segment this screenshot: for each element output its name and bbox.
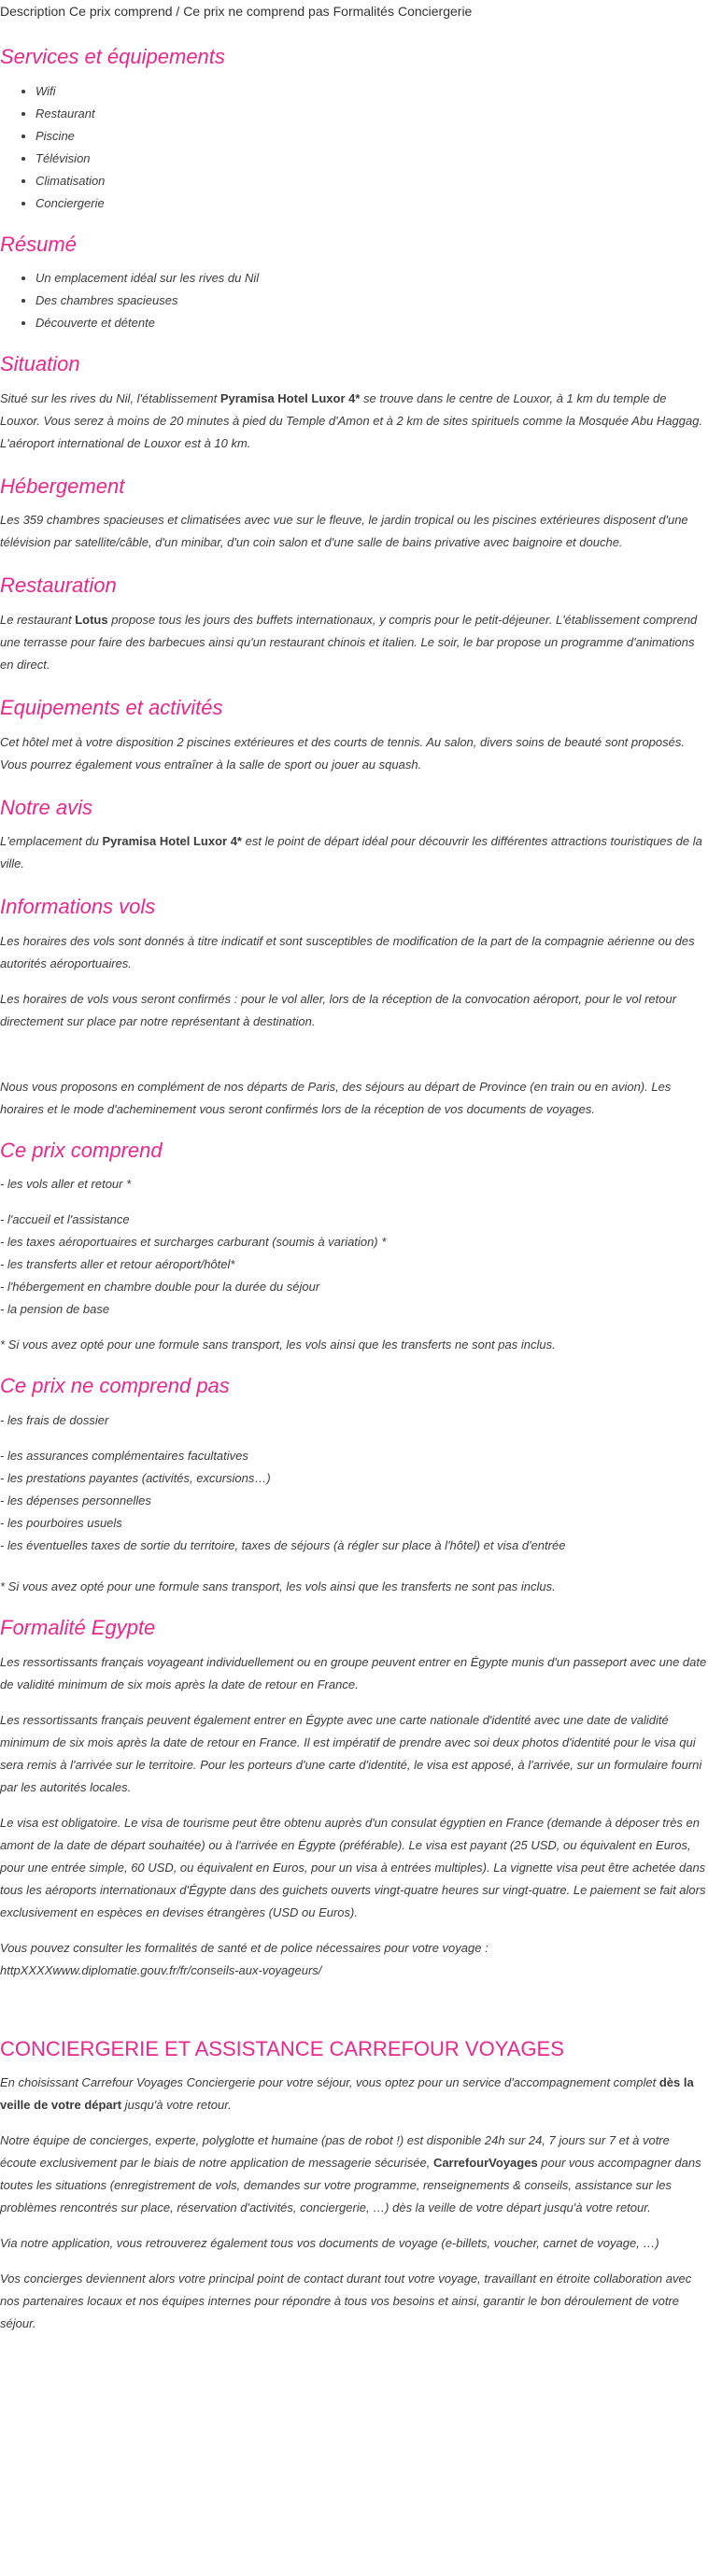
section-title-resume: Résumé	[0, 232, 77, 256]
avis-text: L'emplacement du Pyramisa Hotel Luxor 4* est le point de départ idéal pour découvrir les différentes attractions touristiques de la ville.	[0, 834, 702, 871]
nav-item-formalites[interactable]: Formalités	[333, 4, 394, 19]
conciergerie-p4: Vos concierges deviennent alors votre principal point de contact durant tout votre voyage, travaillant en étroite collaboration avec nos partenaires locaux et nos équipes internes pour répondre à tous vos besoins et ainsi, garantir le bon déroulement de votre séjour.	[0, 2272, 692, 2331]
section-title-hebergement: Hébergement	[0, 474, 125, 498]
nav-item-prix[interactable]: Ce prix comprend / Ce prix ne comprend pas	[69, 4, 330, 19]
vols-p3: Nous vous proposons en complément de nos départs de Paris, des séjours au départ de Province (en train ou en avion). Les horaires et le mode d'acheminement vous seront confirmés lors de la réception de vos documents de voyages.	[0, 1079, 672, 1116]
services-list	[0, 80, 708, 215]
comprend-note: * Si vous avez opté pour une formule sans transport, les vols ainsi que les transferts ne sont pas inclus.	[0, 1338, 556, 1352]
resume-list	[0, 267, 708, 334]
list-item: - l'hébergement en chambre double pour la durée du séjour	[0, 1280, 320, 1295]
section-title-situation: Situation	[0, 352, 80, 376]
hebergement-text: Les 359 chambres spacieuses et climatisées avec vue sur le fleuve, le jardin tropical ou les piscines extérieures disposent d'une télévision par satellite/câble, d'un minibar, d'un coin salon et d'une salle de bains privative avec baignoire et douche.	[0, 513, 688, 550]
restaurant-name: Lotus	[75, 612, 108, 627]
section-title-vols: Informations vols	[0, 895, 156, 919]
section-title-services: Services et équipements	[0, 45, 225, 68]
ne-comprend-note: * Si vous avez opté pour une formule sans transport, les vols ainsi que les transferts ne sont pas inclus.	[0, 1578, 556, 1593]
diplomatie-link[interactable]: httpXXXXwww.diplomatie.gouv.fr/fr/conseils-aux-voyageurs/	[0, 1962, 322, 1977]
list-item: - les assurances complémentaires facultatives	[0, 1448, 248, 1463]
hotel-name: Pyramisa Hotel Luxor 4*	[102, 834, 242, 849]
list-item: - les dépenses personnelles	[0, 1493, 151, 1507]
ne-comprend-list	[0, 1445, 708, 1557]
section-title-ne-comprend: Ce prix ne comprend pas	[0, 1374, 230, 1398]
list-item: • Piscine	[35, 125, 708, 148]
comprend-list	[0, 1209, 708, 1321]
top-nav	[0, 0, 708, 21]
list-item: - la pension de base	[0, 1302, 110, 1317]
conciergerie-p3: Via notre application, vous retrouverez également tous vos documents de voyage (e-billets, voucher, carnet de voyage, …)	[0, 2236, 659, 2251]
section-title-conciergerie: CONCIERGERIE ET ASSISTANCE CARREFOUR VOYAGES	[0, 2036, 564, 2060]
vols-p2: Les horaires de vols vous seront confirmés : pour le vol aller, lors de la réception de la convocation aéroport, pour le vol retour directement sur place par notre représentant à destination.	[0, 991, 677, 1028]
section-title-avis: Notre avis	[0, 795, 93, 819]
list-item: • Conciergerie	[35, 192, 708, 215]
nav-item-description[interactable]: Description	[0, 4, 66, 19]
ne-comprend-first: - les frais de dossier	[0, 1412, 109, 1427]
list-item: - les taxes aéroportuaires et surcharges carburant (soumis à variation) *	[0, 1235, 387, 1250]
list-item: - les pourboires usuels	[0, 1515, 122, 1530]
list-item: - les prestations payantes (activités, excursions…)	[0, 1470, 271, 1485]
hotel-name: Pyramisa Hotel Luxor 4*	[219, 390, 361, 405]
list-item: • Un emplacement idéal sur les rives du Nil	[35, 267, 708, 290]
list-item: • Télévision	[35, 148, 708, 170]
formalite-p1: Les ressortissants français voyageant individuellement ou en groupe peuvent entrer en Égypte munis d'un passeport avec une date de validité minimum de six mois après la date de retour en France.	[0, 1654, 707, 1691]
section-title-comprend: Ce prix comprend	[0, 1138, 163, 1162]
list-item: - les éventuelles taxes de sortie du territoire, taxes de séjours (à régler sur place à l'hôtel) et visa d'entrée	[0, 1537, 566, 1552]
restauration-text: Le restaurant Lotus propose tous les jours des buffets internationaux, y compris pour le petit-déjeuner. L'établissement comprend une terrasse pour faire des barbecues ainsi qu'un restaurant chinois et italien. Le soir, le bar propose un programme d'animations en direct.	[0, 612, 698, 672]
list-item: • Découverte et détente	[35, 312, 708, 334]
situation-text: Situé sur les rives du Nil, l'établissement Pyramisa Hotel Luxor 4* se trouve dans le centre de Louxor, à 1 km du temple de Louxor. Vous serez à moins de 20 minutes à pied du Temple d'Amon et à 2 km de sites spirituels comme la Mosquée Abu Haggag. L'aéroport international de Louxor est à 10 km.	[0, 390, 703, 450]
section-title-formalite: Formalité Egypte	[0, 1615, 156, 1639]
vols-p1: Les horaires des vols sont donnés à titre indicatif et sont susceptibles de modification de la part de la compagnie aérienne ou des autorités aéroportuaires.	[0, 933, 695, 970]
equipements-text: Cet hôtel met à votre disposition 2 piscines extérieures et des courts de tennis. Au salon, divers soins de beauté sont proposés. Vous pourrez également vous entraîner à la salle de sport ou jouer au squash.	[0, 734, 685, 771]
conciergerie-p1: En choisissant Carrefour Voyages Conciergerie pour votre séjour, vous optez pour un service d'accompagnement complet dès la veille de votre départ jusqu'à votre retour.	[0, 2075, 694, 2113]
comprend-first: - les vols aller et retour *	[0, 1177, 132, 1192]
list-item: • Restaurant	[35, 103, 708, 125]
formalite-p4: Vous pouvez consulter les formalités de santé et de police nécessaires pour votre voyage : httpXXXXwww.diplomatie.gouv.fr/fr/conseils-aux-voyageurs/	[0, 1937, 708, 1982]
list-item: • Climatisation	[35, 170, 708, 192]
section-title-restauration: Restauration	[0, 573, 117, 598]
list-item: - les transferts aller et retour aéroport/hôtel*	[0, 1257, 235, 1272]
list-item: • Wifi	[35, 80, 708, 103]
nav-item-conciergerie[interactable]: Conciergerie	[397, 4, 473, 19]
section-title-equipements: Equipements et activités	[0, 695, 223, 719]
conciergerie-p2: Notre équipe de concierges, experte, polyglotte et humaine (pas de robot !) est disponible 24h sur 24, 7 jours sur 7 et à votre écoute exclusivement par le biais de notre application de messagerie sécurisée, CarrefourVoyages pour vous accompagner dans toutes les situations (enregistrement de vols, demandes sur votre programme, renseignements & conseils, assistance sur les problèmes rencontrés sur place, réservation d'activités, conciergerie, …) dès la veille de votre départ jusqu'à votre retour.	[0, 2133, 701, 2215]
formalite-p2: Les ressortissants français peuvent également entrer en Égypte avec une carte nationale d'identité avec une date de validité minimum de six mois après la date de retour en France. Il est impératif de prendre avec soi deux photos d'identité pour le visa qui sera remis à l'arrivée sur le territoire. Pour les porteurs d'une carte d'identité, le visa est apposé, à l'arrivée, sur un formulaire fourni par les autorités locales.	[0, 1712, 702, 1794]
formalite-p3: Le visa est obligatoire. Le visa de tourisme peut être obtenu auprès d'un consulat égyptien en France (demande à déposer très en amont de la date de départ souhaitée) ou à l'arrivée en Égypte (préférable). Le visa est payant (25 USD, ou équivalent en Euros, pour une entrée simple, 60 USD, ou équivalent en Euros, pour un visa à entrées multiples). La vignette visa peut être achetée dans tous les aéroports internationaux d'Égypte dans des guichets ouverts vingt-quatre heures sur vingt-quatre. Le paiement se fait alors exclusivement en espèces en devises étrangères (USD ou Euros).	[0, 1815, 706, 1919]
list-item: - l'accueil et l'assistance	[0, 1212, 130, 1227]
list-item: • Des chambres spacieuses	[35, 290, 708, 312]
